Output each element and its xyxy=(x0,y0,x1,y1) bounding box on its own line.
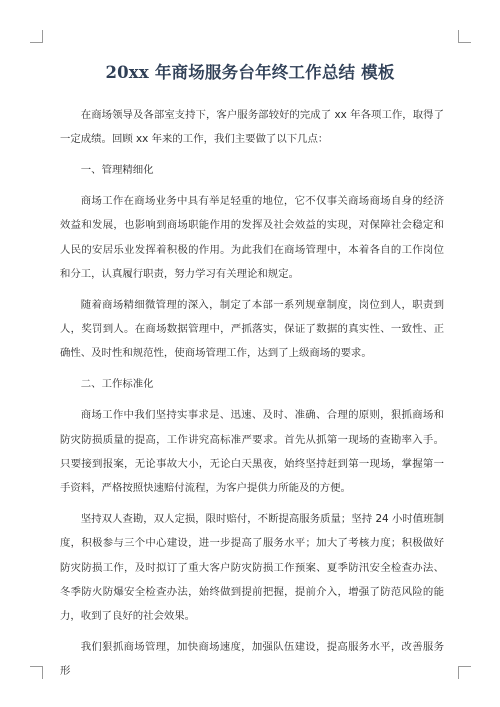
crop-mark-top-left xyxy=(30,30,43,43)
document-title: 20xx 年商场服务台年终工作总结 模板 xyxy=(105,63,395,82)
body-paragraph: 商场工作在商场业务中具有举足轻重的地位，它不仅事关商场商场自身的经济效益和发展，也影响到商场职能作用的发挥及社会效益的实现，对保障社会稳定和人民的安居乐业发挥着积极的作用。为此我们在商场管理中，本着各自的工作岗位和分工，认真履行职责，努力学习有关理论和规定。 xyxy=(60,195,444,280)
section-heading: 二、工作标准化 xyxy=(80,378,154,391)
body-paragraph: 随着商场精细微管理的深入，制定了本部一系列规章制度，岗位到人，职责到人，奖罚到人。在商场数据管理中，严抓落实，保证了数据的真实性、一致性、正确性、及时性和规范性，使商场管理工作，达到了上级商场的要求。 xyxy=(60,298,444,360)
crop-mark-top-right xyxy=(458,30,471,43)
section-heading: 一、管理精细化 xyxy=(80,164,154,177)
intro-paragraph: 在商场领导及各部室支持下，客户服务部较好的完成了 xx 年各项工作，取得了一定成绩。回顾 xx 年来的工作，我们主要做了以下几点： xyxy=(60,109,444,146)
body-paragraph: 坚持双人查勘，双人定损，限时赔付，不断提高服务质量；坚持 24 小时值班制度，积极参与三个中心建设，进一步提高了服务水平；加大了考核力度；积极做好防灾防损工作，及时拟订了重大客户防灾防损工作预案、夏季防汛安全检查办法、冬季防火防爆安全检查办法，始终做到提前把握，提前介入，增强了防范风险的能力，收到了良好的社会效果。 xyxy=(60,513,444,623)
body-paragraph: 我们狠抓商场管理，加快商场速度，加强队伍建设，提高服务水平，改善服务形 xyxy=(60,641,444,678)
crop-mark-bottom-right xyxy=(458,666,471,679)
document-body xyxy=(60,103,444,690)
crop-mark-bottom-left xyxy=(30,666,43,679)
body-paragraph: 商场工作中我们坚持实事求是、迅速、及时、准确、合理的原则，狠抓商场和防灾防损质量的提高，工作讲究高标准严要求。首先从抓第一现场的查勘率入手。只要接到报案，无论事故大小，无论白天黑夜，始终坚持赶到第一现场，掌握第一手资料，严格按照快速赔付流程，为客户提供力所能及的方便。 xyxy=(60,409,444,495)
